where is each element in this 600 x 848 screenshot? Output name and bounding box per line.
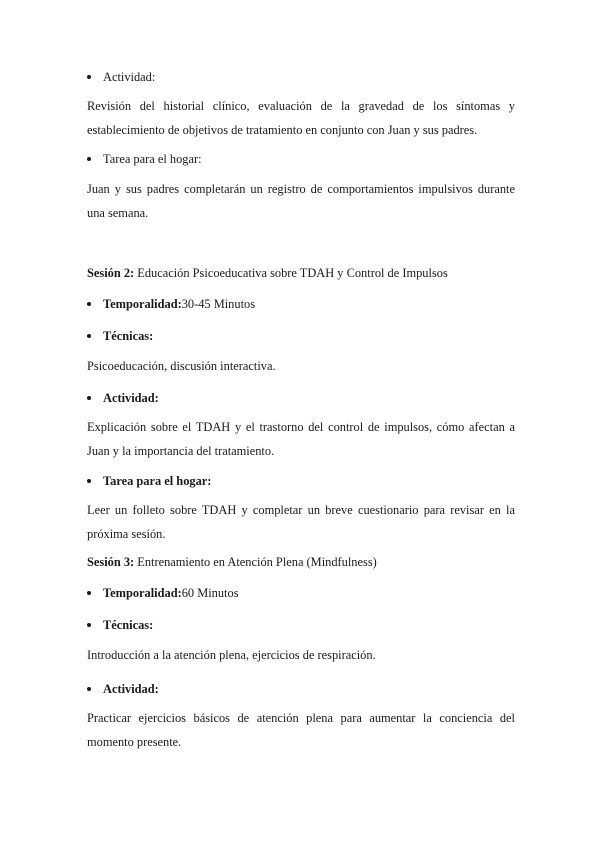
bullet-time-2 xyxy=(87,295,255,313)
time-label: Temporalidad: xyxy=(103,296,182,311)
techniques-label: Técnicas: xyxy=(103,617,154,632)
activity-paragraph: Practicar ejercicios básicos de atención plena para aumentar la conciencia del momento presente. xyxy=(87,711,515,749)
bullet-activity-1 xyxy=(87,68,155,86)
bullet-dot xyxy=(87,302,91,306)
bullet-activity-3 xyxy=(87,680,159,698)
bullet-techniques-3 xyxy=(87,616,153,634)
activity-label: Actividad: xyxy=(103,390,159,405)
bullet-dot xyxy=(87,623,91,627)
bullet-dot xyxy=(87,396,91,400)
bullet-dot xyxy=(87,75,91,79)
bullet-homework-2 xyxy=(87,472,211,490)
homework-label: Tarea para el hogar: xyxy=(103,151,202,166)
activity-label: Actividad: xyxy=(103,681,159,696)
time-value: 30-45 Minutos xyxy=(181,296,256,311)
session-3-number: Sesión 3: xyxy=(87,555,135,569)
homework-label: Tarea para el hogar: xyxy=(103,473,212,488)
activity-paragraph: Revisión del historial clínico, evaluación de la gravedad de los síntomas y establecimiento de objetivos de tratamiento en conjunto con Juan y sus padres. xyxy=(87,99,515,137)
session-3-heading xyxy=(87,555,377,570)
bullet-dot xyxy=(87,687,91,691)
homework-paragraph: Leer un folleto sobre TDAH y completar un breve cuestionario para revisar en la próxima sesión. xyxy=(87,503,515,541)
bullet-dot xyxy=(87,479,91,483)
activity-label: Actividad: xyxy=(103,69,156,84)
bullet-activity-2 xyxy=(87,389,159,407)
bullet-homework-1 xyxy=(87,150,202,168)
techniques-text: Introducción a la atención plena, ejercicios de respiración. xyxy=(87,648,376,662)
techniques-label: Técnicas: xyxy=(103,328,154,343)
bullet-dot xyxy=(87,591,91,595)
session-2-number: Sesión 2: xyxy=(87,266,135,280)
activity-paragraph: Explicación sobre el TDAH y el trastorno del control de impulsos, cómo afectan a Juan y la importancia del tratamiento. xyxy=(87,420,515,458)
session-2-title: Educación Psicoeducativa sobre TDAH y Control de Impulsos xyxy=(134,266,448,280)
techniques-text: Psicoeducación, discusión interactiva. xyxy=(87,359,276,373)
time-label: Temporalidad: xyxy=(103,585,182,600)
bullet-techniques-2 xyxy=(87,327,153,345)
session-2-heading xyxy=(87,266,448,281)
bullet-dot xyxy=(87,334,91,338)
bullet-dot xyxy=(87,157,91,161)
time-value: 60 Minutos xyxy=(181,585,239,600)
bullet-time-3 xyxy=(87,584,239,602)
homework-paragraph: Juan y sus padres completarán un registro de comportamientos impulsivos durante una semana. xyxy=(87,182,515,220)
session-3-title: Entrenamiento en Atención Plena (Mindfulness) xyxy=(134,555,377,569)
